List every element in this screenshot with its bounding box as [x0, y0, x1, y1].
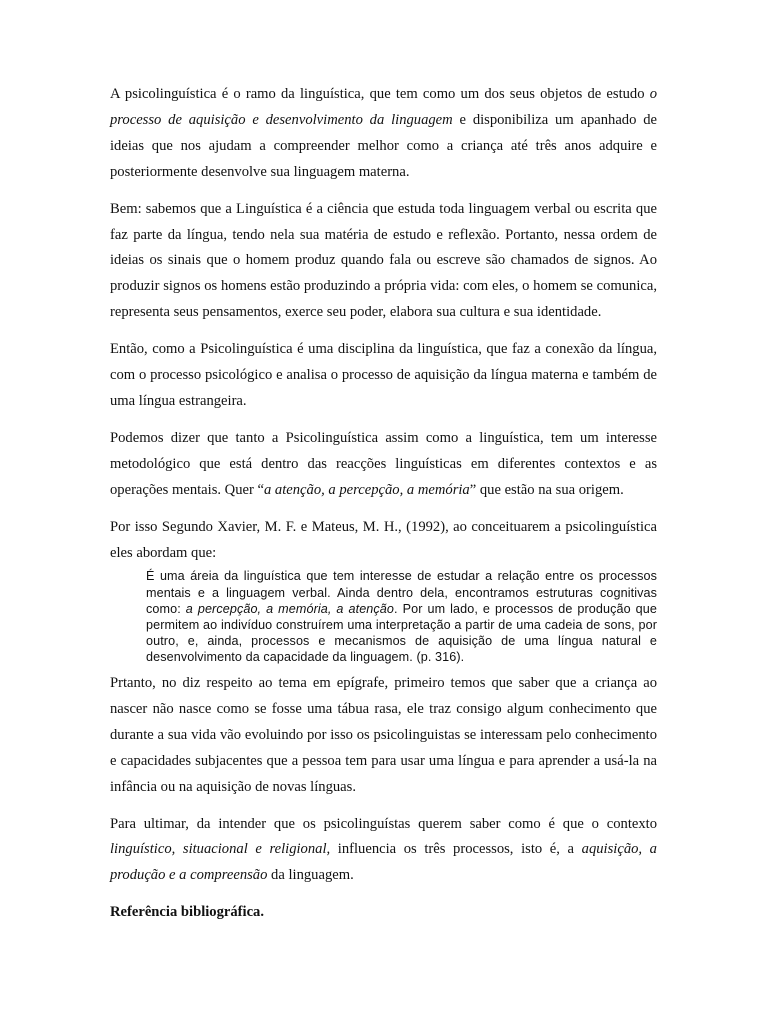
- italic-text: linguístico, situacional e religional,: [110, 841, 331, 858]
- references-heading: Referência bibliográfica.: [110, 904, 265, 921]
- text-run: da linguagem.: [267, 867, 354, 884]
- block-quote: [146, 568, 657, 665]
- text-run: Podemos dizer que tanto a Psicolinguística assim como a linguística, tem um interesse metodológico que está dentro das reacções linguísticas em diferentes contextos e as operações mentais. Quer “: [110, 429, 657, 498]
- italic-text: a atenção, a percepção, a memória: [263, 481, 470, 498]
- text-run: influencia os três processos, isto é, a: [330, 841, 582, 858]
- text-run: . Por um lado, e processos de produção que permitem ao indivíduo construírem uma interpretação a partir de uma cadeia de sons, por outro, e, ainda, processos e mecanismos de aquisição de uma língua natural e desenvolvimento da capacidade da linguagem. (p. 316).: [146, 601, 657, 664]
- paragraph-2: [110, 197, 657, 327]
- paragraph-1: [110, 82, 657, 186]
- text-run: É uma áreia da linguística que tem interesse de estudar a relação entre os processos mentais e a linguagem verbal. Ainda dentro dela, encontramos estruturas cognitivas como:: [146, 569, 657, 616]
- italic-text: o processo de aquisição e desenvolvimento da linguagem: [110, 86, 657, 128]
- text-run: Por isso Segundo Xavier, M. F. e Mateus, M. H., (1992), ao conceituarem a psicolinguística eles abordam que:: [110, 518, 657, 561]
- paragraph-4: [110, 426, 657, 504]
- text-run: Para ultimar, da intender que os psicolinguístas querem saber como é que o contexto: [110, 815, 657, 832]
- document-body: [110, 82, 657, 926]
- paragraph-7: [110, 812, 657, 890]
- paragraph-3: [110, 337, 657, 415]
- text-run: Bem: sabemos que a Linguística é a ciência que estuda toda linguagem verbal ou escrita que faz parte da língua, tendo nela sua matéria de estudo e reflexão. Portanto, nessa ordem de ideias os sinais que o homem produz quando fala ou escreve são chamados de signos. Ao produzir signos os homens estão produzindo a própria vida: com eles, o homem se comunica, representa seus pensamentos, exerce seu poder, elabora sua cultura e sua identidade.: [110, 200, 657, 321]
- text-run: A psicolinguística é o ramo da linguística, que tem como um dos seus objetos de estudo: [110, 86, 650, 102]
- paragraph-5: [110, 515, 657, 567]
- paragraph-6: [110, 671, 657, 801]
- text-run: Prtanto, no diz respeito ao tema em epígrafe, primeiro temos que saber que a criança ao nascer não nasce como se fosse uma tábua rasa, ele traz consigo algum conhecimento que durante a sua vida vão evoluindo por isso os psicolinguistas se interessam pelo conhecimento e capacidades subjacentes que a pessoa tem para usar uma língua e para aprender a usá-la na infância ou na aquisição de novas línguas.: [110, 674, 657, 795]
- text-run: ” que estão na sua origem.: [469, 481, 624, 498]
- text-run: e disponibiliza um apanhado de ideias que nos ajudam a compreender melhor como a criança até três anos adquire e posteriormente desenvolve sua linguagem materna.: [110, 111, 657, 180]
- italic-text: a percepção, a memória, a atenção: [185, 601, 395, 616]
- text-run: Então, como a Psicolinguística é uma disciplina da linguística, que faz a conexão da língua, com o processo psicológico e analisa o processo de aquisição da língua materna e também de uma língua estrangeira.: [110, 341, 657, 409]
- italic-text: aquisição, a produção e a compreensão: [110, 841, 657, 884]
